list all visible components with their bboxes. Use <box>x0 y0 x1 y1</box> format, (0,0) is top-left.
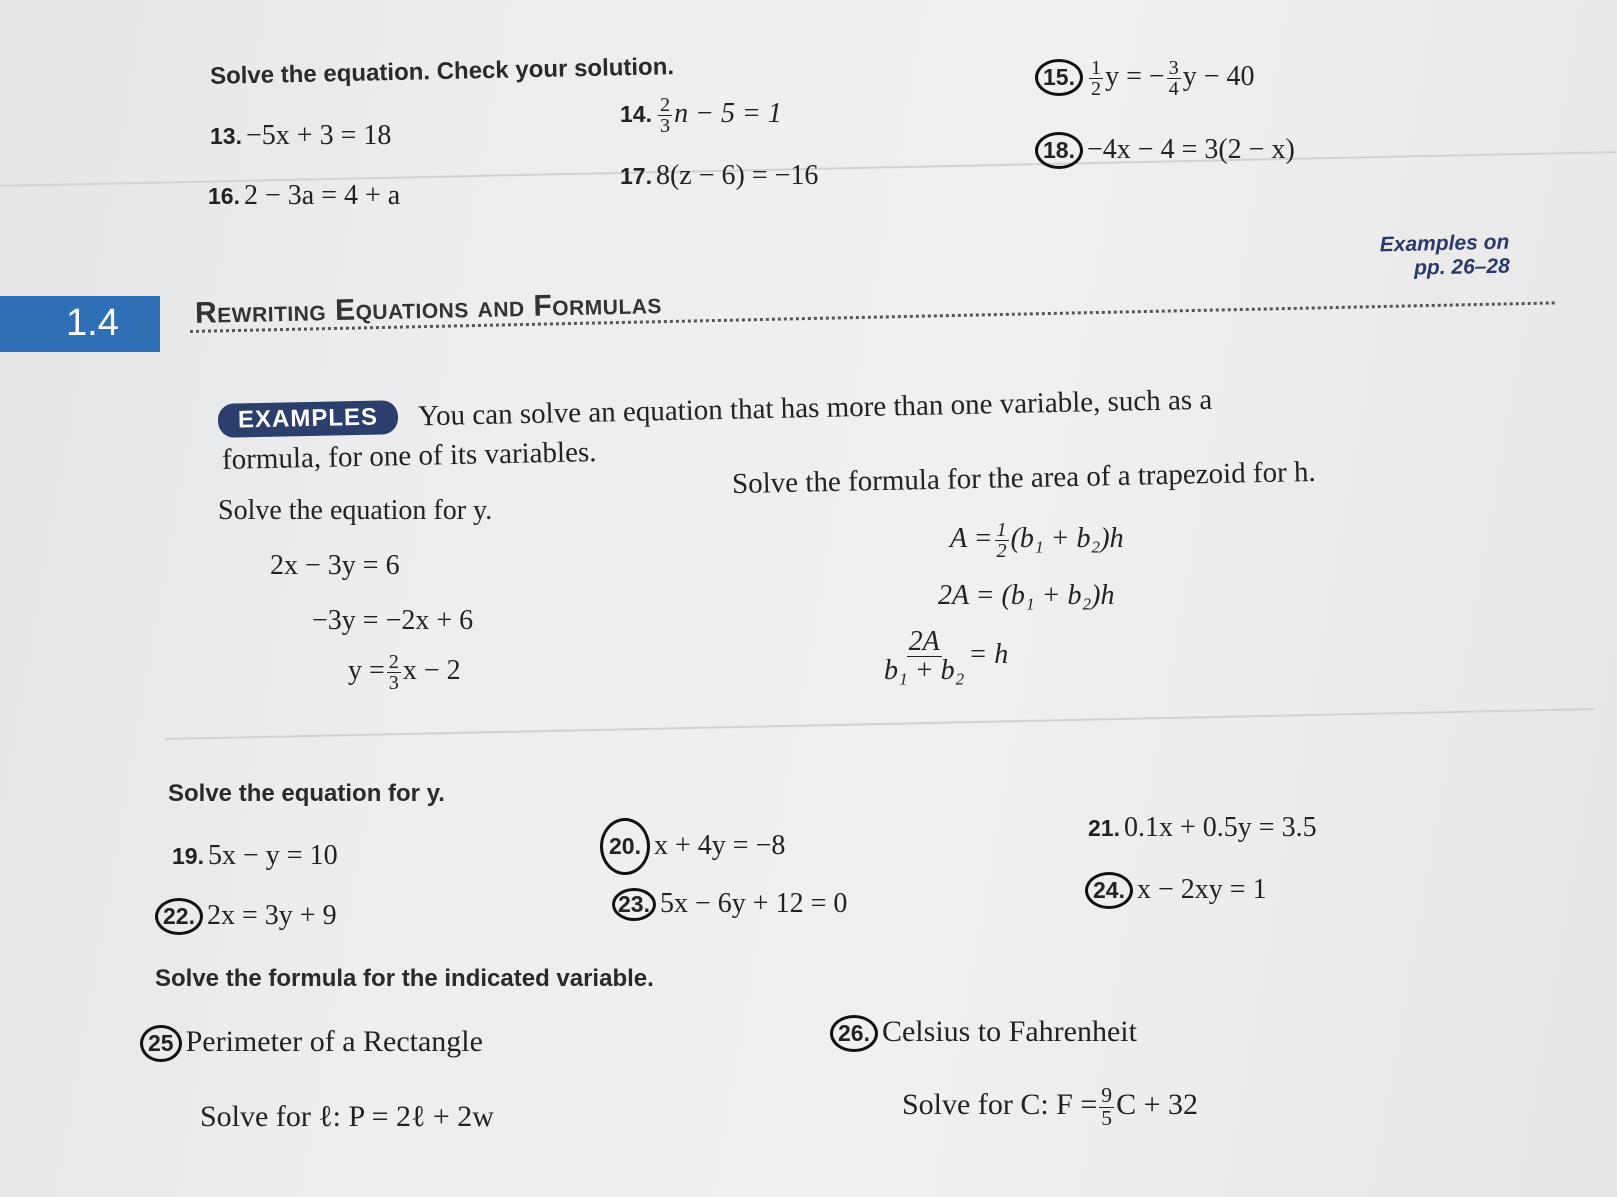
problem-21 <box>1088 812 1317 844</box>
problem-equation: $\frac{1}{2}$ y = − $\frac{3}{4}$ y − 40 <box>1090 57 1255 101</box>
problem-equation: 8(z − 6) = −16 <box>655 160 819 191</box>
problem-14 <box>620 95 782 136</box>
problem-26 <box>830 1015 1137 1052</box>
problem-number: 14. <box>620 101 652 128</box>
problem-number-circled: 24. <box>1085 872 1133 909</box>
problem-equation: $\frac{2}{3}$ n − 5 = 1 <box>659 94 782 138</box>
problem-number: 19. <box>172 843 204 869</box>
example-left-step3: y = $\frac{2}{3}$ x − 2 <box>348 651 461 695</box>
examples-reference-line1: Examples on <box>1379 230 1510 257</box>
problem-title: Celsius to Fahrenheit <box>881 1015 1137 1048</box>
problem-16 <box>208 180 400 212</box>
section3-heading: Solve the formula for the indicated variable. <box>155 965 654 992</box>
problem-23 <box>612 888 847 921</box>
examples-reference <box>1380 231 1511 282</box>
example-right-step3: $\frac{2A}{\text{b₁ + b₂}}$ = h <box>884 626 1009 686</box>
example-right-step1: A = $\frac{1}{2}$ (b₁ + b₂)h <box>950 519 1124 563</box>
problem-17 <box>620 160 818 192</box>
problem-number: 17. <box>620 163 652 189</box>
problem-equation: 2x = 3y + 9 <box>206 900 337 931</box>
examples-bottom-divider <box>165 708 1595 740</box>
examples-intro-line2: formula, for one of its variables. <box>221 436 597 476</box>
example-left-heading: Solve the equation for y. <box>218 495 493 526</box>
problem-equation: −4x − 4 = 3(2 − x) <box>1086 134 1295 165</box>
example-left-step2: −3y = −2x + 6 <box>312 605 474 636</box>
section-number-tab <box>0 296 160 352</box>
problem-26-solve: Solve for C: F = $\frac{9}{5}$ C + 32 <box>902 1083 1198 1130</box>
problem-25-solve: Solve for ℓ: P = 2ℓ + 2w <box>200 1100 494 1133</box>
problem-number-circled: 15. <box>1035 59 1083 96</box>
problem-equation: x − 2xy = 1 <box>1136 874 1267 905</box>
problem-24 <box>1085 872 1267 909</box>
examples-intro-line1: You can solve an equation that has more than one variable, such as a <box>417 383 1213 433</box>
problem-22 <box>155 898 337 935</box>
examples-badge: EXAMPLES <box>218 400 399 438</box>
problem-18 <box>1035 132 1295 169</box>
problem-15 <box>1035 58 1255 99</box>
problem-number: 21. <box>1088 815 1120 841</box>
problem-equation: 5x − y = 10 <box>207 840 338 871</box>
problem-number-circled: 20. <box>600 818 650 875</box>
example-right-heading: Solve the formula for the area of a trapezoid for h. <box>731 455 1317 501</box>
section1-heading: Solve the equation. Check your solution. <box>209 53 675 90</box>
examples-reference-line2: pp. 26–28 <box>1413 254 1511 280</box>
example-left-step1: 2x − 3y = 6 <box>270 550 400 581</box>
problem-equation: 0.1x + 0.5y = 3.5 <box>1123 812 1317 843</box>
problem-number-circled: 23. <box>612 888 656 921</box>
problem-25 <box>140 1025 483 1062</box>
problem-20 <box>600 818 785 875</box>
problem-number: 16. <box>208 183 240 209</box>
example-right-step2: 2A = (b₁ + b₂)h <box>938 580 1115 611</box>
problem-number-circled: 22. <box>155 898 203 935</box>
section-number: 1.4 <box>66 302 119 344</box>
problem-number-circled: 18. <box>1035 132 1083 169</box>
problem-equation: −5x + 3 = 18 <box>245 120 392 151</box>
section-title: Rewriting Equations and Formulas <box>194 287 663 330</box>
problem-number-circled: 25 <box>140 1025 182 1062</box>
problem-equation: x + 4y = −8 <box>653 830 786 861</box>
section2-heading: Solve the equation for y. <box>168 780 445 807</box>
problem-equation: 2 − 3a = 4 + a <box>243 180 401 211</box>
problem-19 <box>172 840 338 872</box>
problem-number-circled: 26. <box>830 1015 878 1052</box>
problem-13 <box>210 120 391 152</box>
problem-equation: 5x − 6y + 12 = 0 <box>659 888 848 919</box>
problem-title: Perimeter of a Rectangle <box>185 1025 483 1058</box>
problem-number: 13. <box>210 123 242 149</box>
